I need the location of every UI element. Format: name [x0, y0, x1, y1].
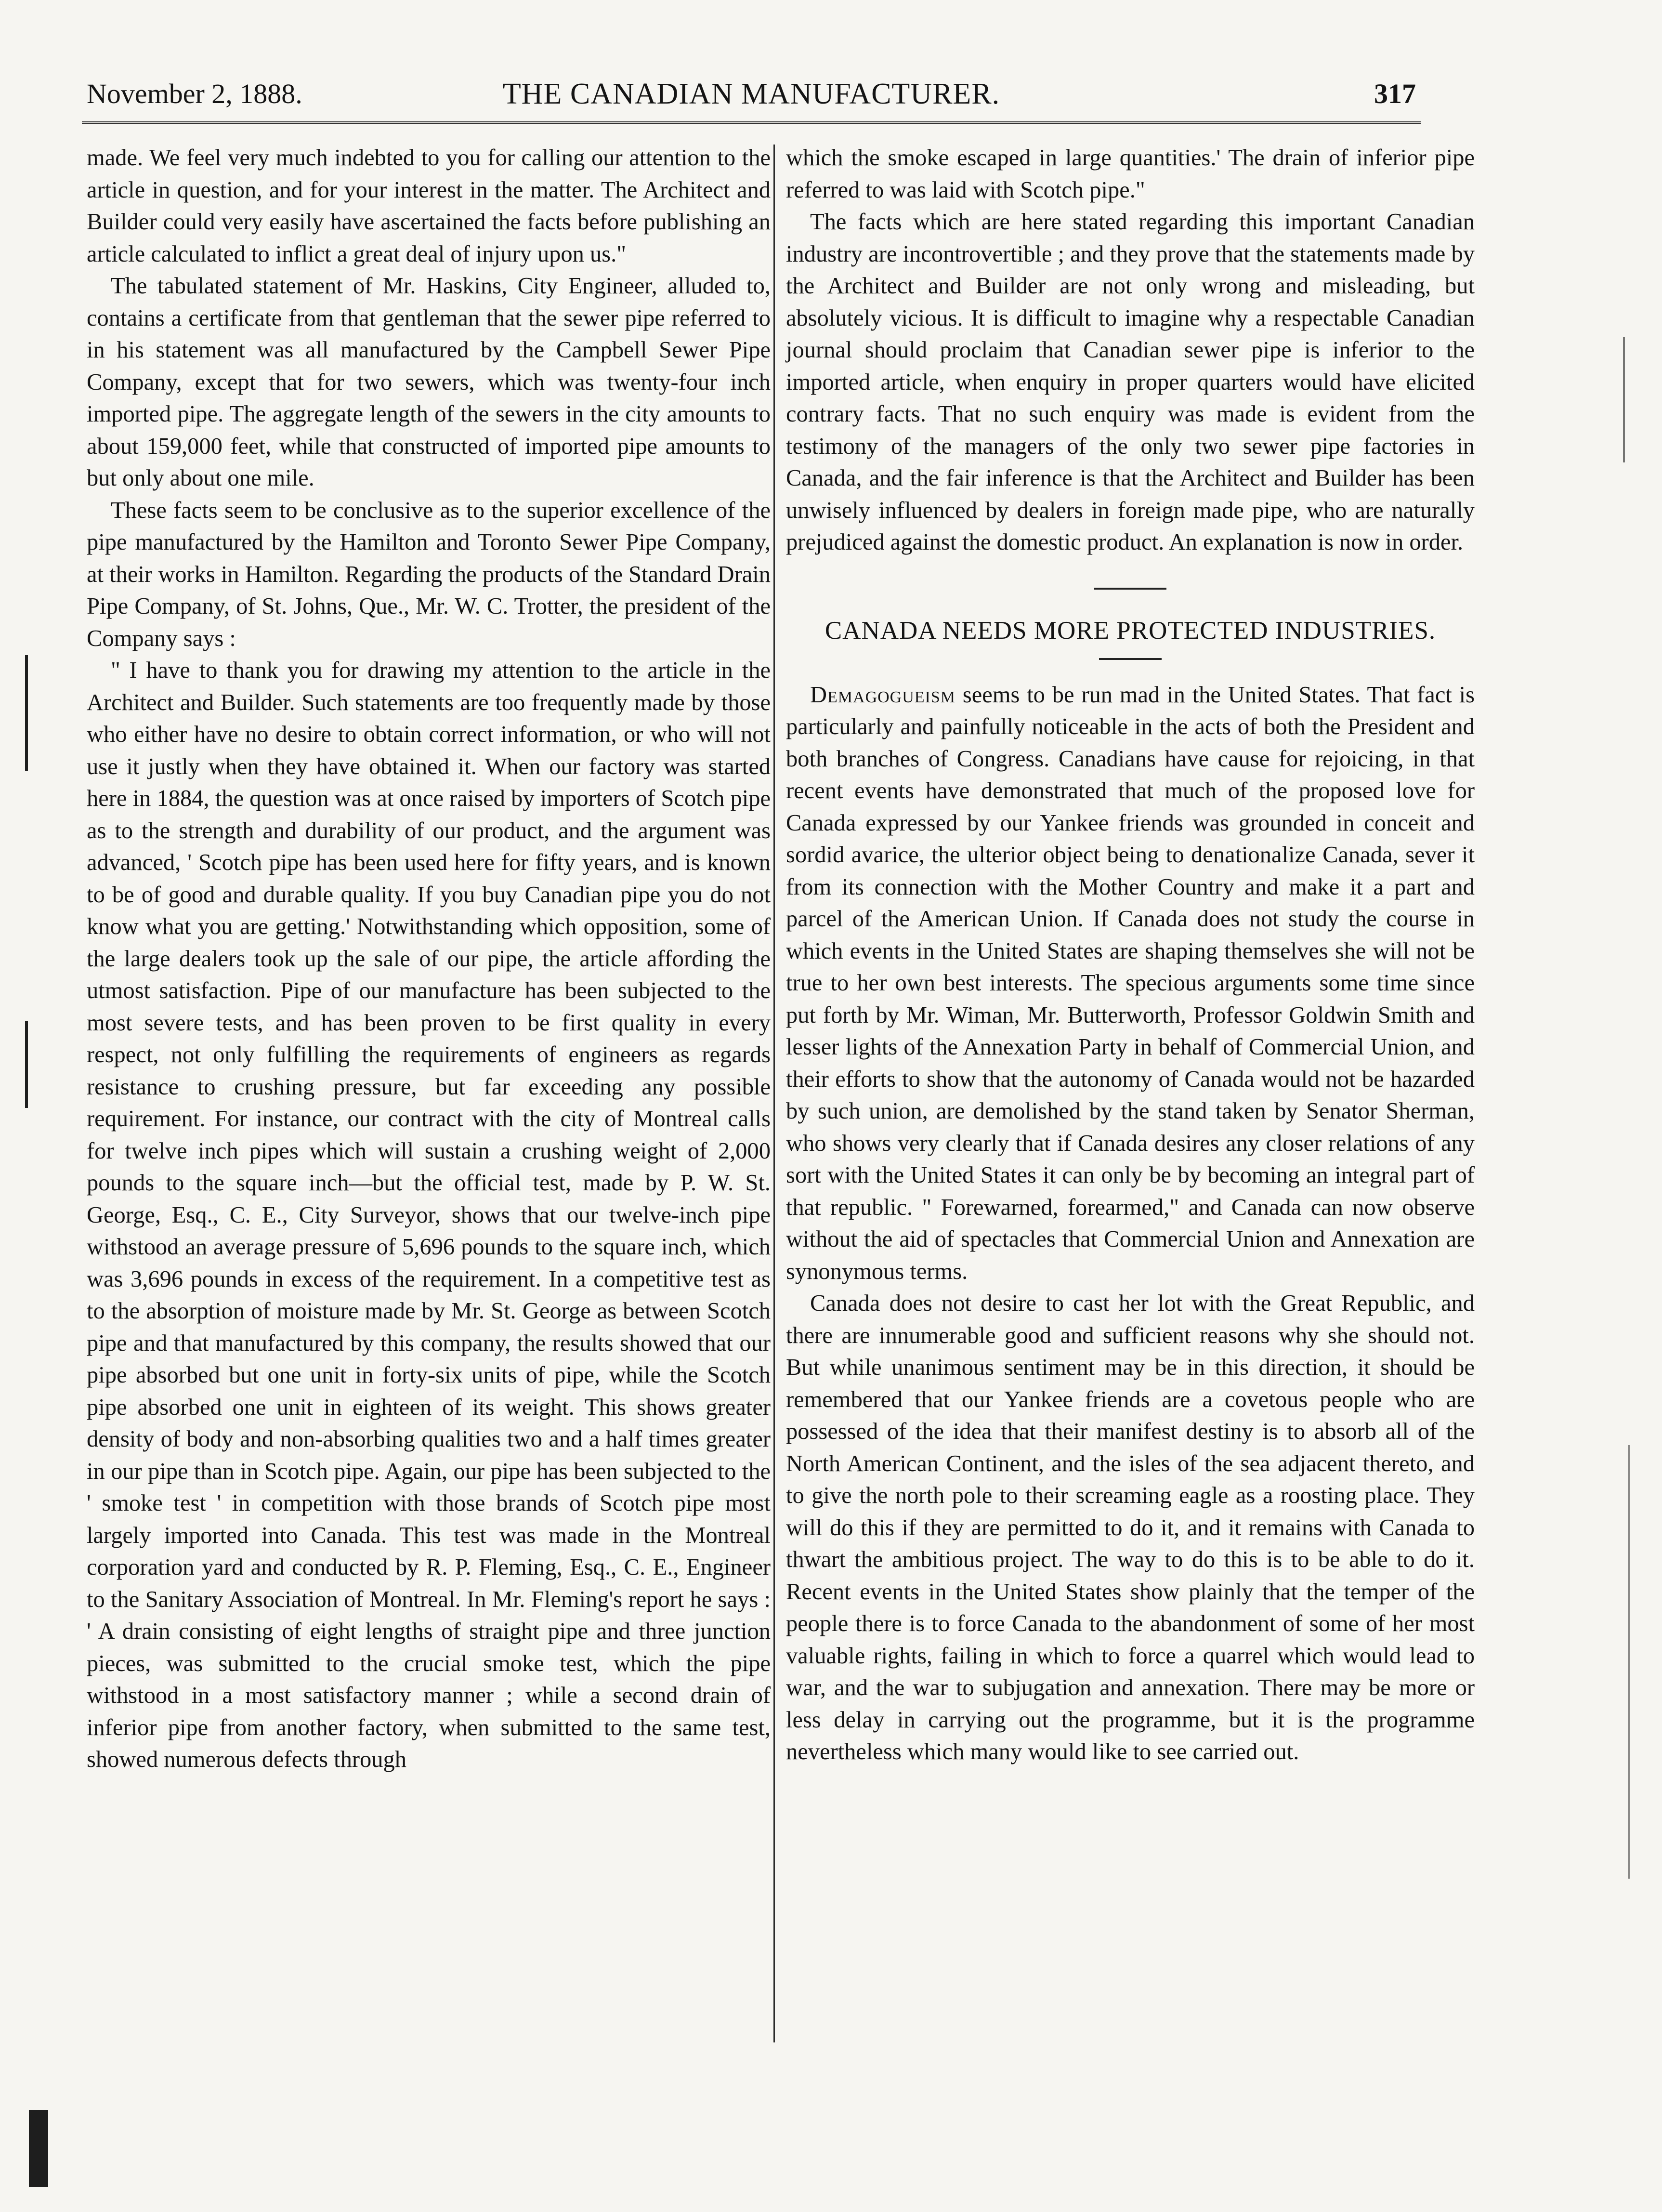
paragraph: The facts which are here stated regarding this important Canadian industry are incontrovertible ; and they prove that the statements made by the Architect and Builder are not only wrong and misleading, but absolutely vicious. It is difficult to imagine why a respectable Canadian journal should proclaim that Canadian sewer pipe is inferior to the imported article, when enquiry in proper quarters would have elicited contrary facts. That no such enquiry was made is evident from the testimony of the managers of the only two sewer pipe factories in Canada, and the fair inference is that the Architect and Builder has been unwisely influenced by dealers in foreign made pipe, who are naturally prejudiced against the domestic product. An explanation is now in order. — [786, 209, 1475, 555]
left-column — [87, 142, 771, 1776]
section-separator — [1094, 588, 1166, 590]
scan-edge-mark — [25, 1021, 28, 1108]
heading-rule — [1099, 658, 1162, 660]
scan-edge-mark — [1628, 1445, 1630, 1879]
page-number: 317 — [1374, 78, 1416, 109]
paragraph: The tabulated statement of Mr. Haskins, City Engineer, alluded to, contains a certificate from that gentleman that the sewer pipe referred to in his statement was all manufactured by the Campbell Sewer Pipe Company, except that for two sewers, which was twenty-four inch imported pipe. The aggregate length of the sewers in the city amounts to about 159,000 feet, while that constructed of imported pipe amounts to but only about one mile. — [87, 273, 771, 491]
scan-edge-mark — [25, 655, 28, 771]
column-divider — [773, 145, 775, 2042]
issue-date: November 2, 1888. — [87, 78, 302, 109]
publication-title: THE CANADIAN MANUFACTURER. — [502, 78, 1000, 110]
scan-edge-mark — [1623, 337, 1625, 462]
article-paragraph — [786, 679, 1475, 1288]
lead-paragraph-text: seems to be run mad in the United States. That fact is particularly and painfully noticeable in the acts of both the President and both branches of Congress. Canadians have cause for rejoicing, in that recent events have demonstrated that much of the proposed love for Canada expressed by our Yankee friends was grounded in conceit and sordid avarice, the ulterior object being to denationalize Canada, sever it from its connection with the Mother Country and make it a part and parcel of the American Union. If Canada does not study the course in which events in the United States are shaping themselves she will not be true to her own best interests. The specious arguments some time since put forth by Mr. Wiman, Mr. Butterworth, Professor Goldwin Smith and lesser lights of the Annexation Party in behalf of Commercial Union, and their efforts to show that the autonomy of Canada would not be hazarded by such union, are demolished by the stand taken by Senator Sherman, who shows very clearly that if Canada desires any closer relations of any sort with the United States it can only be by becoming an integral part of that republic. " Forewarned, forearmed," and Canada can now observe without the aid of spectacles that Commercial Union and Annexation are synonymous terms. — [786, 682, 1475, 1284]
article-heading: CANADA NEEDS MORE PROTECTED INDUSTRIES. — [824, 616, 1436, 645]
scan-edge-mark — [29, 2110, 48, 2187]
article-paragraph: Canada does not desire to cast her lot with the Great Republic, and there are innumerable good and sufficient reasons why she should not. But while unanimous sentiment may be in this direction, it should be remembered that our Yankee friends are a covetous people who are possessed of the idea that their manifest destiny is to absorb all of the North American Continent, and the isles of the sea adjacent thereto, and to give the north pole to their screaming eagle as a roosting place. They will do this if they are permitted to do it, and it remains with Canada to thwart the ambitious project. The way to do this is to be able to do it. Recent events in the United States show plainly that the temper of the people there is to force Canada to the abandonment of some of her most valuable rights, failing in which to force a quarrel which would lead to war, and the war to subjugation and annexation. There may be more or less delay in carrying out the programme, but it is the programme nevertheless which many would like to see carried out. — [786, 1290, 1475, 1764]
right-column — [786, 142, 1475, 1768]
quoted-letter: " I have to thank you for drawing my attention to the article in the Architect and Builder. Such statements are too frequently made by those who either have no desire to obtain correct information, or who will not use it justly when they have obtained it. When our factory was started here in 1884, the question was at once raised by importers of Scotch pipe as to the strength and durability of our product, and the argument was advanced, ' Scotch pipe has been used here for fifty years, and is known to be of good and durable quality. If you buy Canadian pipe you do not know what you are getting.' Notwithstanding which opposition, some of the large dealers took up the sale of our pipe, the article affording the utmost satisfaction. Pipe of our manufacture has been subjected to the most severe tests, and has been proven to be first quality in every respect, not only fulfilling the requirements of engineers as regards resistance to crushing pressure, but far exceeding any possible requirement. For instance, our contract with the city of Montreal calls for twelve inch pipes which will sustain a crushing weight of 2,000 pounds to the square inch—but the official test, made by P. W. St. George, Esq., C. E., City Surveyor, shows that our twelve-inch pipe withstood an average pressure of 5,696 pounds to the square inch, which was 3,696 pounds in excess of the requirement. In a competitive test as to the absorption of moisture made by Mr. St. George as between Scotch pipe and that manufactured by this company, the results showed that our pipe absorbed but one unit in forty-six units of pipe, while the Scotch pipe absorbed one unit in eighteen of its weight. This shows greater density of body and non-absorbing qualities two and a half times greater in our pipe than in Scotch pipe. Again, our pipe has been subjected to the ' smoke test ' in competition with those brands of Scotch pipe most largely imported into Canada. This test was made in the Montreal corporation yard and conducted by R. P. Fleming, Esq., C. E., Engineer to the Sanitary Association of Montreal. In Mr. Fleming's report he says : ' A drain consisting of eight lengths of straight pipe and three junction pieces, was submitted to the crucial smoke test, which the pipe withstood in a most satisfactory manner ; while a second drain of inferior pipe from another factory, when submitted to the same test, showed numerous defects through — [87, 658, 771, 1772]
lead-word: Demagogueism — [810, 682, 956, 708]
page-header — [87, 72, 1416, 116]
header-rule — [82, 121, 1421, 124]
paragraph: made. We feel very much indebted to you for calling our attention to the article in question, and for your interest in the matter. The Architect and Builder could very easily have ascertained the facts before publishing an article calculated to inflict a great deal of injury upon us." — [87, 145, 771, 267]
paragraph: These facts seem to be conclusive as to the superior excellence of the pipe manufactured by the Hamilton and Toronto Sewer Pipe Company, at their works in Hamilton. Regarding the products of the Standard Drain Pipe Company, of St. Johns, Que., Mr. W. C. Trotter, the president of the Company says : — [87, 497, 771, 651]
paragraph: which the smoke escaped in large quantities.' The drain of inferior pipe referred to was laid with Scotch pipe." — [786, 145, 1475, 203]
